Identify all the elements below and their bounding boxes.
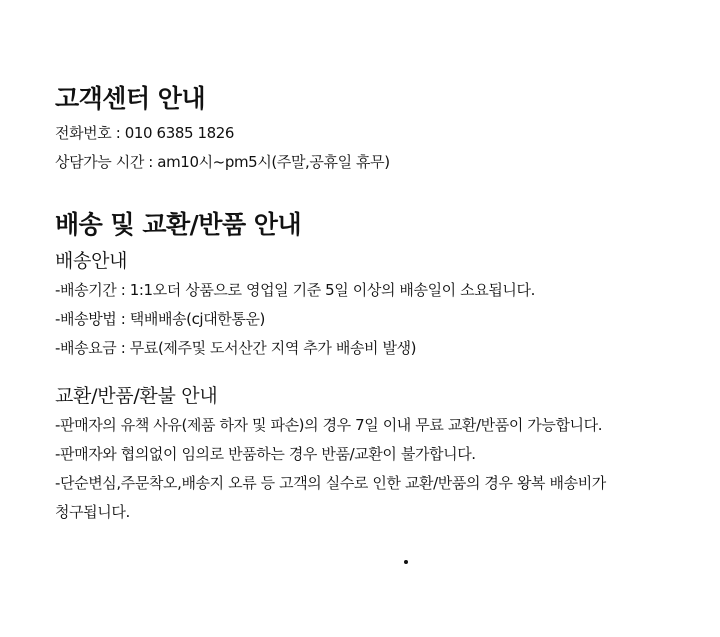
- shipping-info-subtitle: 배송안내: [55, 250, 128, 272]
- shipping-fee-text: -배송요금 : 무료(제주및 도서산간 지역 추가 배송비 발생): [55, 339, 417, 357]
- shipping-exchange-title: 배송 및 교환/반품 안내: [55, 210, 302, 239]
- customer-fault-policy-text: -단순변심,주문착오,배송지 오류 등 고객의 실수로 인한 교환/반품의 경우 왕복 배송비가: [55, 474, 606, 492]
- seller-fault-policy-text: -판매자의 유책 사유(제품 하자 및 파손)의 경우 7일 이내 무료 교환/반품이 가능합니다.: [55, 416, 603, 434]
- decorative-dot: [404, 560, 408, 564]
- exchange-return-subtitle: 교환/반품/환불 안내: [55, 385, 218, 407]
- info-page: [55, 82, 695, 527]
- customer-fault-policy-text-cont: 청구됩니다.: [55, 503, 130, 521]
- shipping-period-text: -배송기간 : 1:1오더 상품으로 영업일 기준 5일 이상의 배송일이 소요됩니다.: [55, 281, 535, 299]
- shipping-method-text: -배송방법 : 택배배송(cj대한통운): [55, 310, 266, 328]
- unauthorized-return-policy-text: -판매자와 협의없이 임의로 반품하는 경우 반품/교환이 불가합니다.: [55, 445, 476, 463]
- consult-hours-text: 상담가능 시간 : am10시~pm5시(주말,공휴일 휴무): [55, 153, 390, 171]
- customer-center-title: 고객센터 안내: [55, 84, 206, 113]
- phone-number-text: 전화번호 : 010 6385 1826: [55, 124, 235, 142]
